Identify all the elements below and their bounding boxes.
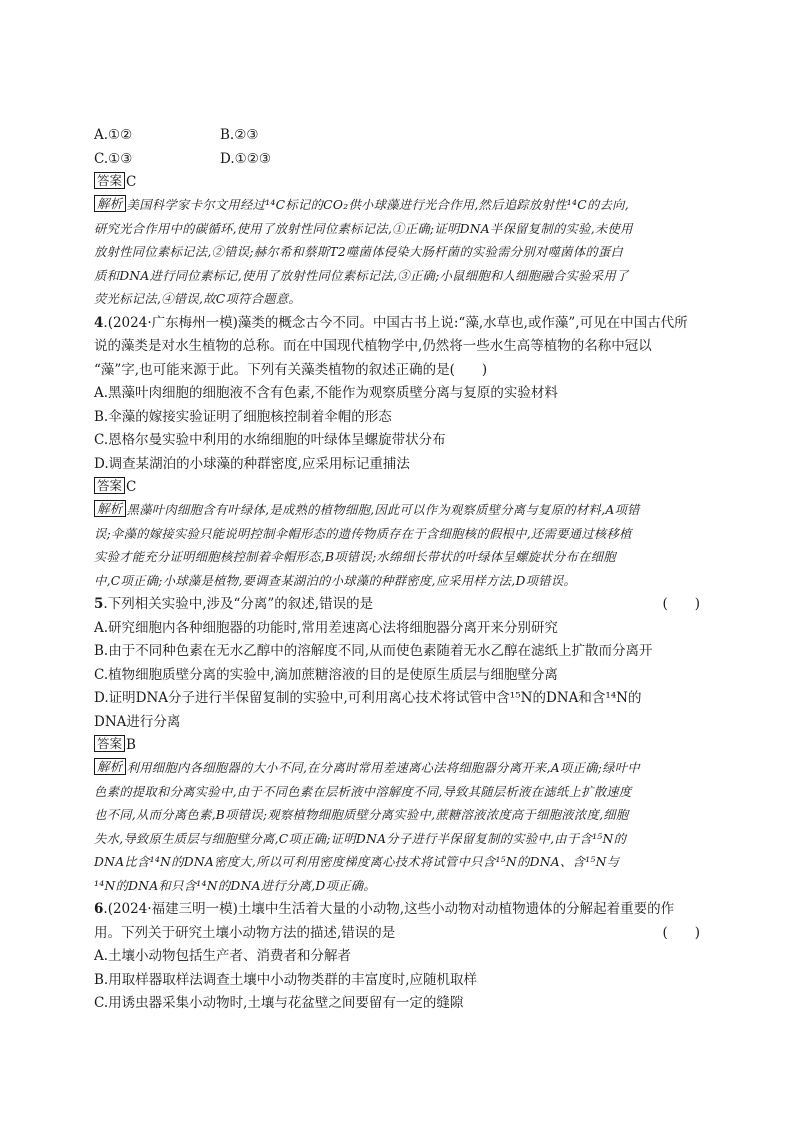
q3-option-d[interactable]: D.①②③ (220, 150, 271, 167)
q6-option-a[interactable]: A.土壤小动物包括生产者、消费者和分解者 (94, 948, 352, 964)
q5-number: 5 (94, 596, 104, 612)
answer-tag: 答案 (94, 172, 125, 189)
q3-explanation (94, 194, 700, 312)
explain-line: 利用细胞内各细胞器的大小不同,在分离时常用差速离心法将细胞器分离开来,A项正确;绿叶中 (126, 761, 640, 775)
explain-tag: 解析 (94, 758, 126, 775)
q4-stem: “藻”字,也可能来源于此。下列有关藻类植物的叙述正确的是( ) (94, 361, 488, 378)
q4-stem: 说的藻类是对水生植物的总称。而在中国现代植物学中,仍然将一些水生高等植物的名称中冠以 (94, 338, 652, 354)
explain-tag: 解析 (94, 195, 126, 212)
q5-answer (94, 734, 700, 757)
explain-line: ¹⁴N的DNA和只含¹⁴N的DNA进行分离,D项正确。 (94, 878, 376, 893)
q6-number: 6 (94, 901, 104, 917)
answer-value: C (126, 479, 137, 495)
q4-number: 4 (94, 314, 104, 331)
explain-line: 黑藻叶肉细胞含有叶绿体,是成熟的植物细胞,因此可以作为观察质壁分离与复原的材料,A项错 (126, 503, 640, 517)
q5-blank: ( ) (662, 596, 700, 612)
q4-answer (94, 476, 700, 499)
q5 (94, 593, 700, 734)
q5-option-d[interactable]: D.证明DNA分子进行半保留复制的实验中,可利用离心技术将试管中含¹⁵N的DNA和含¹⁴N的 (94, 690, 642, 706)
q4-option-a[interactable]: A.黑藻叶肉细胞的细胞液不含有色素,不能作为观察质壁分离与复原的实验材料 (94, 385, 558, 401)
q6-blank: ( ) (662, 924, 700, 941)
q4 (94, 312, 700, 477)
explain-line: 失水,导致原生质层与细胞壁分离,C项正确;证明DNA分子进行半保留复制的实验中,由于含¹⁵N的 (94, 831, 627, 846)
answer-tag: 答案 (94, 735, 125, 752)
explain-line: 荧光标记法,④错误,故C项符合题意。 (94, 292, 302, 306)
q3-options-row-1 (94, 124, 700, 148)
explain-line: DNA比含¹⁴N的DNA密度大,所以可利用密度梯度离心技术将试管中只含¹⁵N的DNA、含¹⁵N与 (94, 855, 620, 869)
q3-option-b[interactable]: B.②③ (220, 127, 259, 143)
explain-line: 放射性同位素标记法,②错误;赫尔希和蔡斯T2噬菌体侵染大肠杆菌的实验需分别对噬菌体的蛋白 (94, 245, 624, 259)
q5-option-a[interactable]: A.研究细胞内各种细胞器的功能时,常用差速离心法将细胞器分离开来分别研究 (94, 619, 558, 636)
answer-tag: 答案 (94, 477, 125, 494)
answer-value: C (126, 174, 137, 190)
q3-option-a[interactable]: A.①② (94, 127, 133, 143)
q4-option-d[interactable]: D.调查某湖泊的小球藻的种群密度,应采用标记重捕法 (94, 455, 410, 472)
explain-line: 研究光合作用中的碳循环,使用了放射性同位素标记法,①正确;证明DNA半保留复制的实验,未使用 (94, 221, 633, 236)
q5-option-b[interactable]: B.由于不同种色素在无水乙醇中的溶解度不同,从而使色素随着无水乙醇在滤纸上扩散而分离开 (94, 643, 653, 659)
q3-option-c[interactable]: C.①③ (94, 150, 133, 167)
q6-stem: 用。下列关于研究土壤小动物方法的描述,错误的是 (94, 924, 396, 941)
q6-option-c[interactable]: C.用诱虫器采集小动物时,土壤与花盆壁之间要留有一定的缝隙 (94, 995, 464, 1011)
page-content (94, 124, 700, 1016)
q5-stem: .下列相关实验中,涉及“分离”的叙述,错误的是 (103, 596, 374, 612)
explain-line: 也不同,从而分离色素,B项错误;观察植物细胞质壁分离实验中,蔗糖溶液浓度高于细胞液浓度,细胞 (94, 808, 629, 822)
q6-option-b[interactable]: B.用取样器取样法调查土壤中小动物类群的丰富度时,应随机取样 (94, 971, 478, 988)
answer-value: B (126, 737, 136, 753)
explain-line: 质和DNA进行同位素标记,使用了放射性同位素标记法,③正确;小鼠细胞和人细胞融合实验采用了 (94, 268, 629, 283)
q4-option-b[interactable]: B.伞藻的嫁接实验证明了细胞核控制着伞帽的形态 (94, 408, 392, 425)
q6 (94, 898, 700, 1016)
q5-option-c[interactable]: C.植物细胞质壁分离的实验中,滴加蔗糖溶液的目的是使原生质层与细胞壁分离 (94, 666, 558, 683)
q4-option-c[interactable]: C.恩格尔曼实验中利用的水绵细胞的叶绿体呈螺旋带状分布 (94, 432, 446, 448)
q3-options-row-2 (94, 148, 700, 172)
q6-stem: .(2024·福建三明一模)土壤中生活着大量的小动物,这些小动物对动植物遗体的分解起着重要的作 (103, 901, 675, 917)
q4-explanation (94, 499, 700, 593)
q3-answer (94, 171, 700, 194)
q5-option-d-cont[interactable]: DNA进行分离 (94, 713, 181, 730)
explain-line: 误;伞藻的嫁接实验只能说明控制伞帽形态的遗传物质存在于含细胞核的假根中,还需要通过核移植 (94, 526, 632, 541)
explain-line: 美国科学家卡尔文用经过¹⁴C标记的CO₂供小球藻进行光合作用,然后追踪放射性¹⁴C的去向, (126, 198, 629, 212)
q4-stem: .(2024·广东梅州一模)藻类的概念古今不同。中国古书上说:“藻,水草也,或作藻”,可见在中国古代所 (103, 314, 688, 331)
explain-line: 色素的提取和分离实验中,由于不同色素在层析液中溶解度不同,导致其随层析液在滤纸上扩散速度 (94, 784, 632, 799)
explain-line: 中,C项正确;小球藻是植物,要调查某湖泊的小球藻的种群密度,应采用样方法,D项错误。 (94, 573, 577, 588)
q5-explanation (94, 757, 700, 898)
explain-tag: 解析 (94, 500, 126, 517)
explain-line: 实验才能充分证明细胞核控制着伞帽形态,B项错误;水绵细长带状的叶绿体呈螺旋状分布在细胞 (94, 550, 616, 564)
